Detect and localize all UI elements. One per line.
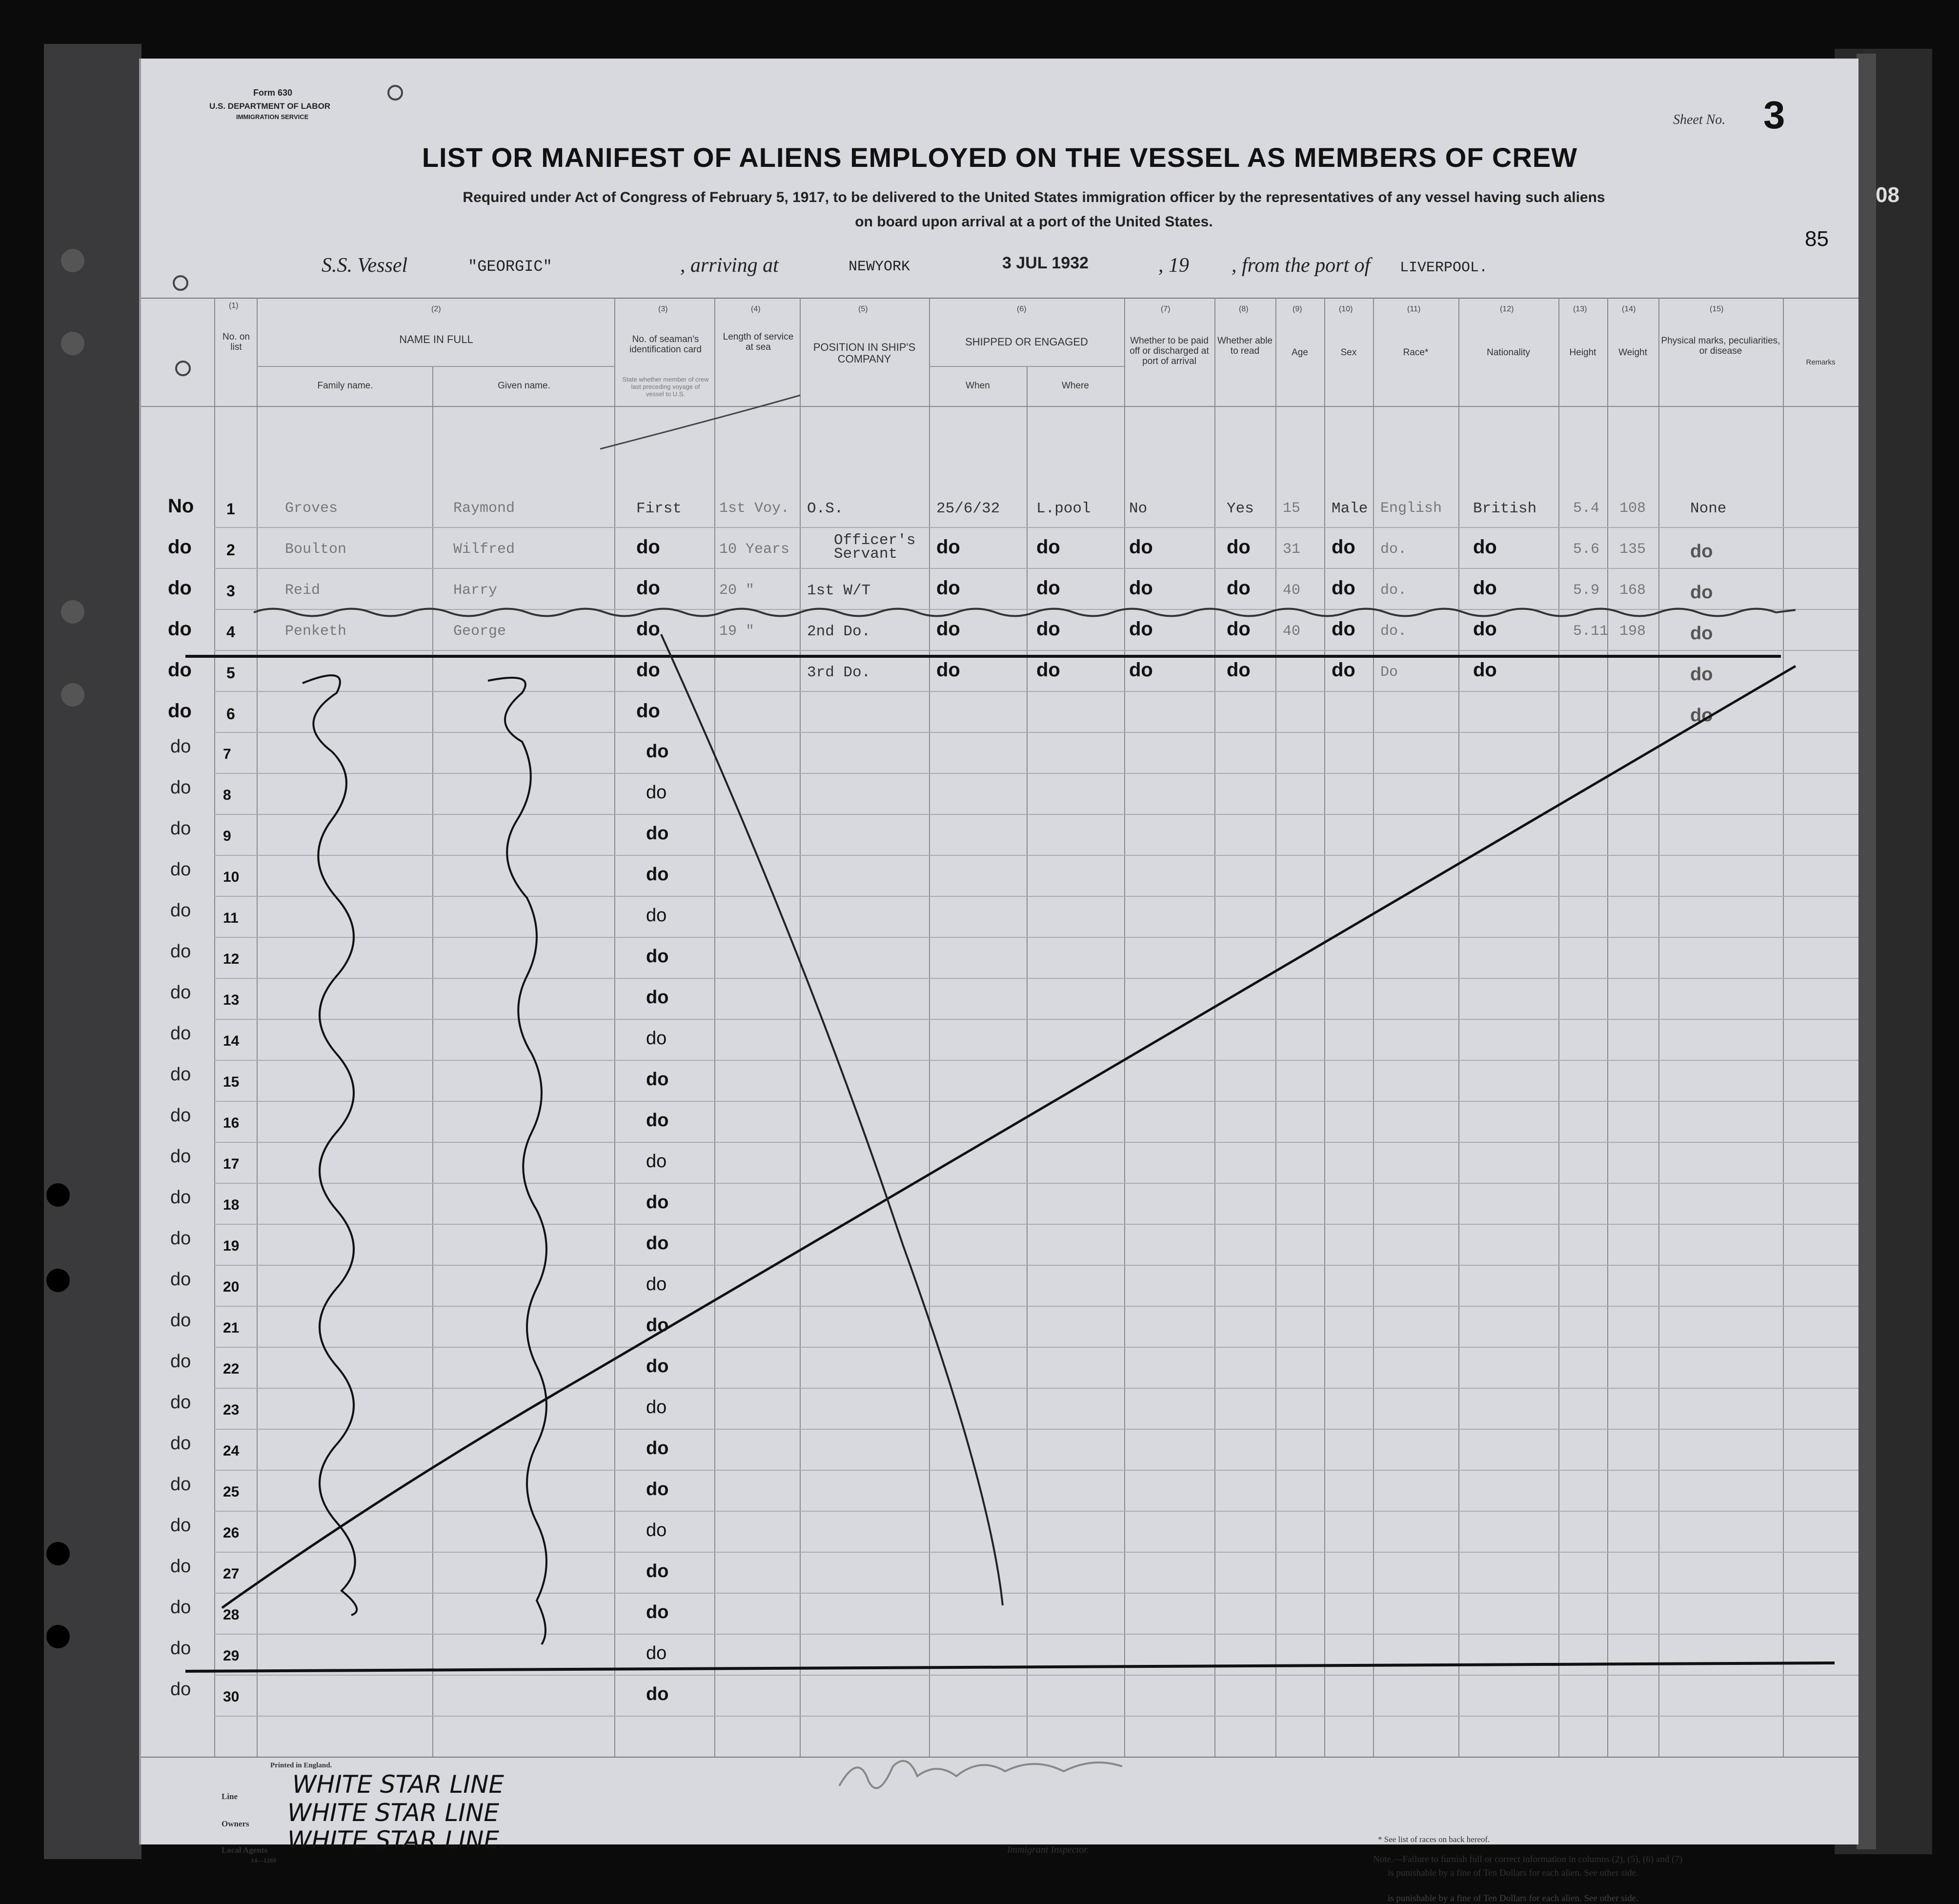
vessel-name: "GEORGIC" [468, 258, 552, 276]
margin-ditto: do [170, 941, 191, 962]
cell-family: Penketh [285, 623, 347, 640]
cell-age: 15 [1283, 500, 1301, 517]
cell-nationality: do [1473, 618, 1497, 640]
cell-no: 6 [226, 705, 235, 723]
cell-given: Harry [453, 582, 498, 599]
cell-physical: do [1690, 623, 1713, 644]
cell-card: First [636, 500, 682, 517]
margin-ditto: do [170, 982, 191, 1003]
cell-paid: do [1129, 618, 1153, 640]
margin-ditto: do [170, 736, 191, 757]
arrival-date: 3 JUL 1932 [1002, 254, 1089, 272]
col-number: (13) [1573, 305, 1587, 313]
line-value: WHITE STAR LINE [292, 1770, 504, 1799]
cell-race: Do [1380, 664, 1398, 681]
col-number: (7) [1161, 305, 1171, 313]
header-seaman-card: No. of seaman's identification card [629, 334, 702, 355]
cell-no: 3 [226, 582, 235, 600]
from-label: , from the port of [1232, 254, 1371, 277]
row-number: 10 [223, 869, 240, 885]
cell-family: Boulton [285, 541, 347, 558]
cell-paid: do [1129, 536, 1153, 558]
cell-weight: 108 [1619, 500, 1646, 517]
cell-nationality: British [1473, 500, 1537, 517]
margin-note: do [168, 536, 192, 558]
sheet-number: 3 [1763, 93, 1785, 137]
card-ditto: do [646, 782, 667, 803]
margin-ditto: do [170, 1392, 191, 1413]
row-number: 22 [223, 1361, 240, 1377]
cell-no: 2 [226, 541, 235, 559]
margin-note: do [168, 700, 192, 722]
row-number: 20 [223, 1279, 240, 1295]
card-ditto: do [646, 1684, 669, 1704]
margin-note: do [168, 577, 192, 599]
card-ditto: do [646, 905, 667, 926]
cell-where: do [1036, 577, 1060, 599]
cell-physical: do [1690, 582, 1713, 603]
cell-physical: do [1690, 664, 1713, 685]
cell-weight: 168 [1619, 582, 1646, 599]
row-number: 26 [223, 1525, 240, 1541]
margin-ditto: do [170, 1146, 191, 1167]
margin-note: No [168, 495, 194, 517]
wavy-crossout-line [254, 609, 1796, 616]
row-number: 24 [223, 1443, 240, 1459]
cell-read: do [1227, 659, 1251, 681]
header-length-service: Length of service at sea [723, 332, 794, 352]
cell-age: 40 [1283, 623, 1301, 640]
col-number: (9) [1293, 305, 1302, 313]
card-ditto: do [646, 864, 669, 885]
seaman-column-stroke [600, 395, 800, 449]
cell-when: 25/6/32 [936, 500, 1000, 517]
row-number: 18 [223, 1197, 240, 1213]
cell-given: Raymond [453, 500, 515, 517]
margin-ditto: do [170, 1310, 191, 1331]
margin-note: do [168, 618, 192, 640]
card-ditto: do [646, 1561, 669, 1581]
cell-where: do [1036, 618, 1060, 640]
inspector-signature [839, 1761, 1122, 1788]
vessel-prefix: S.S. Vessel [322, 254, 408, 277]
card-ditto: do [646, 1356, 669, 1377]
cell-when: do [936, 536, 960, 558]
cell-height: 5.9 [1573, 582, 1600, 599]
card-ditto: do [646, 1028, 667, 1049]
header-name-in-full: NAME IN FULL [399, 333, 473, 345]
row-number: 17 [223, 1156, 240, 1172]
cell-given: Wilfred [453, 541, 515, 558]
margin-ditto: do [170, 1515, 191, 1536]
cell-sex: Male [1332, 500, 1368, 517]
header-nationality: Nationality [1487, 347, 1530, 358]
cell-sex: do [1332, 577, 1355, 599]
cell-position: O.S. [807, 500, 844, 517]
margin-ditto: do [170, 1023, 191, 1044]
row-number: 30 [223, 1689, 240, 1705]
card-ditto: do [646, 823, 669, 844]
col-number: (11) [1407, 305, 1421, 313]
cell-race: do. [1380, 582, 1407, 599]
ink-smudge [176, 362, 190, 375]
cell-position: Officer's Servant [834, 532, 916, 563]
page-title: LIST OR MANIFEST OF ALIENS EMPLOYED ON THE VESSEL AS MEMBERS OF CREW [422, 142, 1578, 173]
form-code: 14—1269 [251, 1857, 276, 1864]
margin-ditto: do [170, 1679, 191, 1700]
cell-position: 1st W/T [807, 582, 871, 599]
cell-service: 19 " [719, 623, 755, 640]
header-when: When [966, 381, 990, 391]
card-ditto: do [646, 1315, 669, 1336]
cell-where: do [1036, 659, 1060, 681]
header-shipped: SHIPPED OR ENGAGED [965, 336, 1088, 348]
line-label: Line [222, 1792, 238, 1801]
card-ditto: do [646, 741, 669, 762]
row-number: 16 [223, 1115, 240, 1131]
cell-when: do [936, 659, 960, 681]
row-number: 15 [223, 1074, 240, 1090]
cell-read: do [1227, 536, 1251, 558]
cell-no: 5 [226, 664, 235, 682]
printed-in-england: Printed in England. [270, 1762, 332, 1769]
agents-label: Local Agents [222, 1845, 267, 1855]
header-given-name: Given name. [498, 381, 550, 391]
row-number: 12 [223, 951, 240, 967]
header-no-on-list: No. on list [222, 332, 250, 352]
cell-service: 10 Years [719, 541, 790, 558]
cell-when: do [936, 618, 960, 640]
inspector-label: Immigrant Inspector. [1007, 1844, 1089, 1855]
cell-race: do. [1380, 541, 1407, 558]
subtitle-line-2: on board upon arrival at a port of the United States. [855, 214, 1213, 230]
col-number: (10) [1339, 305, 1353, 313]
header-where: Where [1062, 381, 1089, 391]
cell-weight: 135 [1619, 541, 1646, 558]
header-remarks: Remarks [1806, 358, 1836, 366]
header-position: POSITION IN SHIP'S COMPANY [813, 341, 916, 365]
col-number: (5) [858, 305, 868, 313]
row-number: 27 [223, 1566, 240, 1582]
cell-age: 40 [1283, 582, 1301, 599]
row-number: 7 [223, 746, 231, 762]
card-ditto: do [646, 1233, 669, 1254]
row-number: 11 [223, 910, 239, 926]
cell-race: English [1380, 500, 1442, 517]
cell-race: do. [1380, 623, 1407, 640]
cell-service: 1st Voy. [719, 500, 790, 517]
margin-ditto: do [170, 1187, 191, 1208]
margin-ditto: do [170, 1433, 191, 1454]
col-number: (1) [229, 302, 239, 310]
department: U.S. DEPARTMENT OF LABOR [209, 101, 331, 111]
col-number: (6) [1017, 305, 1027, 313]
edge-number: 08 [1876, 183, 1899, 207]
row-number: 14 [223, 1033, 240, 1049]
header-physical: Physical marks, peculiarities, or disease [1661, 336, 1780, 356]
cell-sex: do [1332, 536, 1355, 558]
note-line-3: is punishable by a fine of Ten Dollars for each alien. See other side. [1388, 1893, 1638, 1904]
margin-ditto: do [170, 1597, 191, 1618]
cell-read: Yes [1227, 500, 1254, 517]
sheet-label: Sheet No. [1673, 112, 1726, 127]
margin-ditto: do [170, 777, 191, 798]
arrival-port: NEWYORK [848, 259, 910, 275]
arriving-label: , arriving at [680, 254, 779, 277]
cell-position: 2nd Do. [807, 623, 871, 640]
family-name-squiggle [303, 675, 357, 1615]
ink-smudge [174, 276, 187, 290]
cell-when: do [936, 577, 960, 599]
cell-no: 1 [226, 500, 235, 518]
cell-where: L.pool [1036, 500, 1091, 517]
row-number: 21 [223, 1320, 240, 1336]
owners-value: WHITE STAR LINE [287, 1799, 499, 1827]
col-number: (4) [751, 305, 761, 313]
note-line-1: Note.—Failure to furnish full or correct information in columns (2), (5), (6) and (7) [1373, 1854, 1683, 1864]
margin-ditto: do [170, 1351, 191, 1372]
header-able-read: Whether able to read [1217, 336, 1272, 356]
cell-nationality: do [1473, 536, 1497, 558]
corner-number: 85 [1805, 227, 1829, 251]
margin-ditto: do [170, 1228, 191, 1249]
margin-note: do [168, 659, 192, 681]
cell-nationality: do [1473, 577, 1497, 599]
cell-sex: do [1332, 659, 1355, 681]
row-number: 29 [223, 1648, 240, 1664]
cell-read: do [1227, 618, 1251, 640]
margin-ditto: do [170, 818, 191, 839]
cell-height: 5.4 [1573, 500, 1600, 517]
margin-ditto: do [170, 1269, 191, 1290]
header-height: Height [1569, 347, 1596, 358]
col-number: (12) [1500, 305, 1514, 313]
races-note: * See list of races on back hereof. [1378, 1835, 1490, 1844]
cell-card: do [636, 659, 660, 681]
row-number: 8 [223, 787, 231, 803]
row-number: 13 [223, 992, 240, 1008]
card-ditto: do [646, 1602, 669, 1622]
card-ditto: do [646, 1643, 667, 1663]
cell-paid: do [1129, 577, 1153, 599]
cell-family: Reid [285, 582, 321, 599]
header-age: Age [1292, 347, 1308, 358]
margin-ditto: do [170, 900, 191, 921]
subtitle-line-1: Required under Act of Congress of February 5, 1917, to be delivered to the United States immigration officer by the representatives of any vessel having such aliens [463, 189, 1605, 205]
margin-ditto: do [170, 1556, 191, 1577]
cell-age: 31 [1283, 541, 1301, 558]
curve-cancel-line [661, 634, 1003, 1605]
cell-card: do [636, 618, 660, 640]
card-ditto: do [646, 1110, 669, 1131]
bottom-cancel-line [185, 1663, 1835, 1671]
card-ditto: do [646, 946, 669, 967]
card-ditto: do [646, 1397, 667, 1418]
service: IMMIGRATION SERVICE [236, 113, 309, 121]
cell-card: do [636, 536, 660, 558]
agents-value: WHITE STAR LINE. [287, 1826, 507, 1854]
cell-where: do [1036, 536, 1060, 558]
row-number: 9 [223, 828, 231, 844]
cell-sex: do [1332, 618, 1355, 640]
cell-no: 4 [226, 623, 235, 641]
cell-physical: do [1690, 541, 1713, 562]
margin-ditto: do [170, 1474, 191, 1495]
owners-label: Owners [222, 1819, 249, 1828]
margin-ditto: do [170, 1064, 191, 1085]
cell-paid: do [1129, 659, 1153, 681]
card-ditto: do [646, 1438, 669, 1458]
ink-smudge [388, 86, 402, 100]
card-ditto: do [646, 1069, 669, 1090]
cell-service: 20 " [719, 582, 755, 599]
cell-card: do [636, 577, 660, 599]
header-race: Race* [1403, 347, 1429, 358]
row-number: 25 [223, 1484, 240, 1500]
cell-position: 3rd Do. [807, 664, 871, 681]
row-number: 23 [223, 1402, 240, 1418]
cell-family: Groves [285, 500, 338, 517]
cell-read: do [1227, 577, 1251, 599]
card-ditto: do [646, 1479, 669, 1499]
cell-given: George [453, 623, 506, 640]
col-number: (3) [658, 305, 668, 313]
col-number: (14) [1622, 305, 1636, 313]
year-label: , 19 [1158, 254, 1189, 277]
row-number: 28 [223, 1607, 240, 1623]
note-line-2: is punishable by a fine of Ten Dollars for each alien. See other side. [1388, 1868, 1638, 1878]
card-ditto: do [646, 1192, 669, 1213]
card-ditto: do [646, 987, 669, 1008]
col-number: (2) [431, 305, 441, 313]
header-weight: Weight [1618, 347, 1647, 358]
margin-ditto: do [170, 1638, 191, 1659]
card-ditto: do [646, 1274, 667, 1295]
from-port: LIVERPOOL. [1400, 260, 1488, 276]
margin-ditto: do [170, 1105, 191, 1126]
cell-paid: No [1129, 500, 1148, 517]
header-paid-off: Whether to be paid off or discharged at port of arrival [1130, 336, 1209, 366]
card-ditto: do [646, 1151, 667, 1172]
col-number: (15) [1710, 305, 1724, 313]
row-number: 19 [223, 1238, 240, 1254]
diagonal-cancel-line [222, 666, 1796, 1608]
header-family-name: Family name. [317, 381, 373, 391]
margin-ditto: do [170, 859, 191, 880]
header-seaman-card-note: State whether member of crew last preceding voyage of vessel to U.S. [622, 376, 709, 398]
card-ditto: do [646, 1520, 667, 1540]
col-number: (8) [1239, 305, 1249, 313]
given-name-squiggle [488, 678, 546, 1644]
cell-card: do [636, 700, 660, 722]
cell-weight: 198 [1619, 623, 1646, 640]
cell-height: 5.11 [1573, 623, 1609, 640]
cell-physical: do [1690, 705, 1713, 726]
cell-nationality: do [1473, 659, 1497, 681]
cell-physical: None [1690, 500, 1727, 517]
form-number: Form 630 [253, 88, 293, 98]
header-sex: Sex [1340, 347, 1357, 358]
cell-height: 5.6 [1573, 541, 1600, 558]
